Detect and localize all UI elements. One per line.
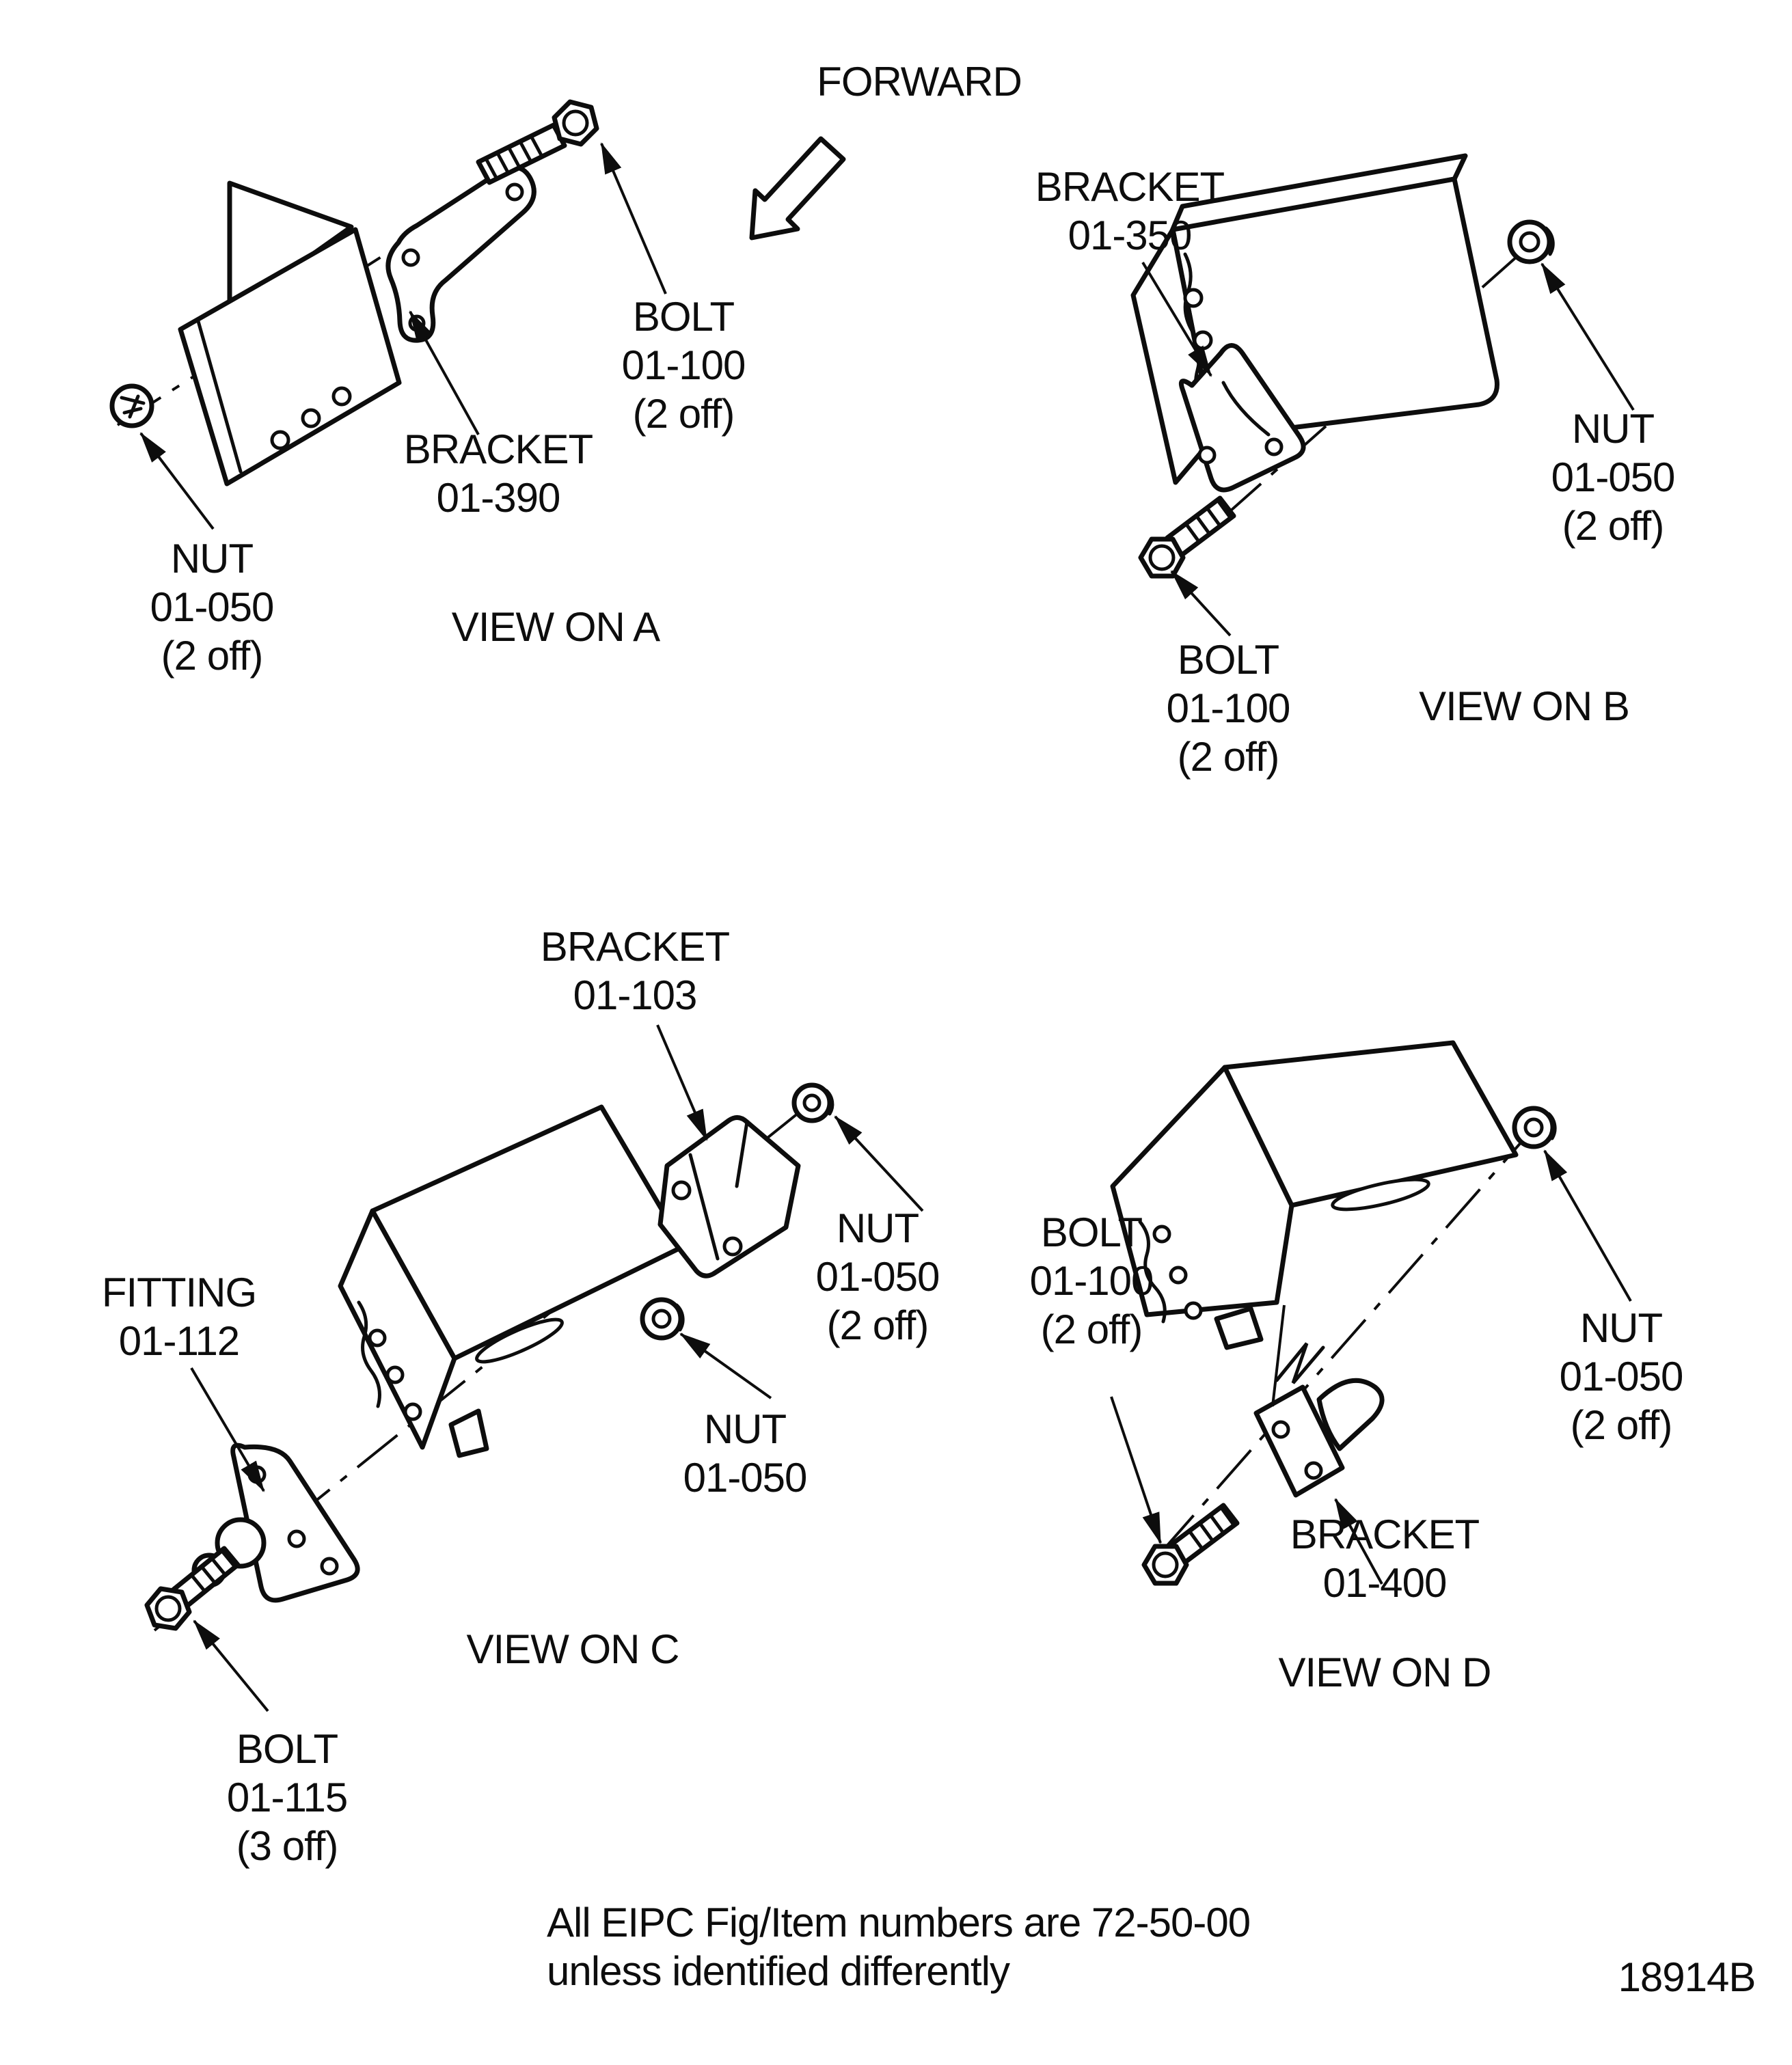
part-number: 01-050 [683,1455,807,1501]
plate-a [180,183,399,484]
part-name: BOLT [1040,1209,1143,1255]
bracket-c [660,1117,798,1276]
part-qty: (3 off) [236,1823,338,1869]
part-name: BOLT [236,1726,338,1772]
bracket-a [388,167,534,340]
part-name: NUT [170,536,254,582]
part-qty: (2 off) [632,391,735,437]
nut-label-b [1551,405,1675,550]
part-number: 01-103 [573,972,697,1018]
leader-fitting-c [191,1368,264,1491]
part-name: BRACKET [540,924,730,970]
figure-number: 18914B [1618,1954,1756,2000]
part-name: NUT [1579,1305,1663,1351]
note-line-2: unless identified differently [547,1948,1009,1994]
view-c-title: VIEW ON C [466,1626,679,1672]
part-number: 01-350 [1068,213,1192,258]
part-number: 01-050 [150,584,274,630]
leader-bolt-c [194,1621,268,1711]
part-qty: (2 off) [1570,1402,1672,1448]
forward-text: FORWARD [817,59,1022,105]
part-number: 01-050 [1551,454,1675,500]
part-qty: (2 off) [1562,503,1664,549]
part-name: BRACKET [1035,164,1225,210]
part-number: 01-112 [118,1318,240,1364]
part-number: 01-050 [1559,1354,1683,1399]
note-line-1: All EIPC Fig/Item numbers are 72-50-00 [547,1900,1251,1945]
part-name: FITTING [101,1270,257,1315]
view-a-title: VIEW ON A [451,604,660,650]
leader-bracket-c [657,1025,707,1140]
part-number: 01-115 [226,1775,348,1820]
view-c-drawing [147,1025,923,1711]
nut-c-upper [794,1085,832,1121]
nut-b [1510,222,1553,262]
part-qty: (2 off) [161,633,263,679]
view-b-title: VIEW ON B [1419,683,1629,729]
bolt-b [1141,498,1234,576]
nut-c-lower [642,1300,683,1338]
part-name: NUT [836,1205,919,1251]
part-name: BOLT [632,294,735,340]
part-qty: (2 off) [826,1302,929,1348]
part-name: NUT [1571,406,1655,452]
nut-label-a [150,534,274,680]
part-name: BRACKET [1290,1512,1480,1557]
leader-bolt-b [1171,571,1230,635]
leader-nut-d [1545,1151,1631,1301]
part-number: 01-400 [1322,1560,1447,1606]
footer-note [547,1898,1250,1995]
bolt-label-b [1167,635,1290,781]
part-name: BRACKET [403,426,593,472]
nut-upper-label-c [816,1204,940,1350]
part-qty: (2 off) [1040,1307,1143,1352]
bracket-label-a [404,425,593,522]
leader-nut-b [1542,264,1633,410]
forward-arrow-icon [752,139,843,238]
bracket-label-d [1290,1510,1479,1607]
bolt-label-a [622,292,746,438]
nut-d [1515,1108,1555,1147]
bolt-c [147,1548,238,1628]
nut-label-d [1560,1304,1683,1449]
forward-label [817,57,1022,106]
leader-bracket-a [410,312,478,435]
plate-c [340,1107,683,1455]
bolt-label-d [1030,1208,1154,1354]
plate-d [1113,1043,1516,1348]
part-number: 01-100 [621,342,746,388]
view-d-drawing [1111,1043,1631,1584]
leader-bolt-a [601,143,666,294]
fitting-label-c [102,1268,256,1365]
bracket-label-b [1035,163,1224,260]
leader-nut-a [141,433,213,529]
leader-plate-to-bracket-d [1273,1305,1284,1406]
part-qty: (2 off) [1177,734,1279,780]
bracket-label-c [541,922,729,1020]
part-name: BOLT [1177,637,1279,683]
leader-bolt-d [1111,1397,1160,1543]
part-name: NUT [703,1406,787,1452]
part-number: 01-100 [1166,685,1290,731]
bolt-a [478,102,597,182]
leader-nut-c-lower [681,1334,771,1398]
bracket-d [1256,1343,1382,1495]
part-number: 01-390 [436,475,560,521]
part-number: 01-100 [1029,1258,1154,1304]
nut-lower-label-c [683,1405,807,1502]
nut-a [112,386,152,426]
leader-nut-c-upper [835,1117,923,1211]
view-d-title: VIEW ON D [1278,1650,1491,1695]
bolt-label-c [227,1725,347,1870]
part-number: 01-050 [815,1254,940,1300]
